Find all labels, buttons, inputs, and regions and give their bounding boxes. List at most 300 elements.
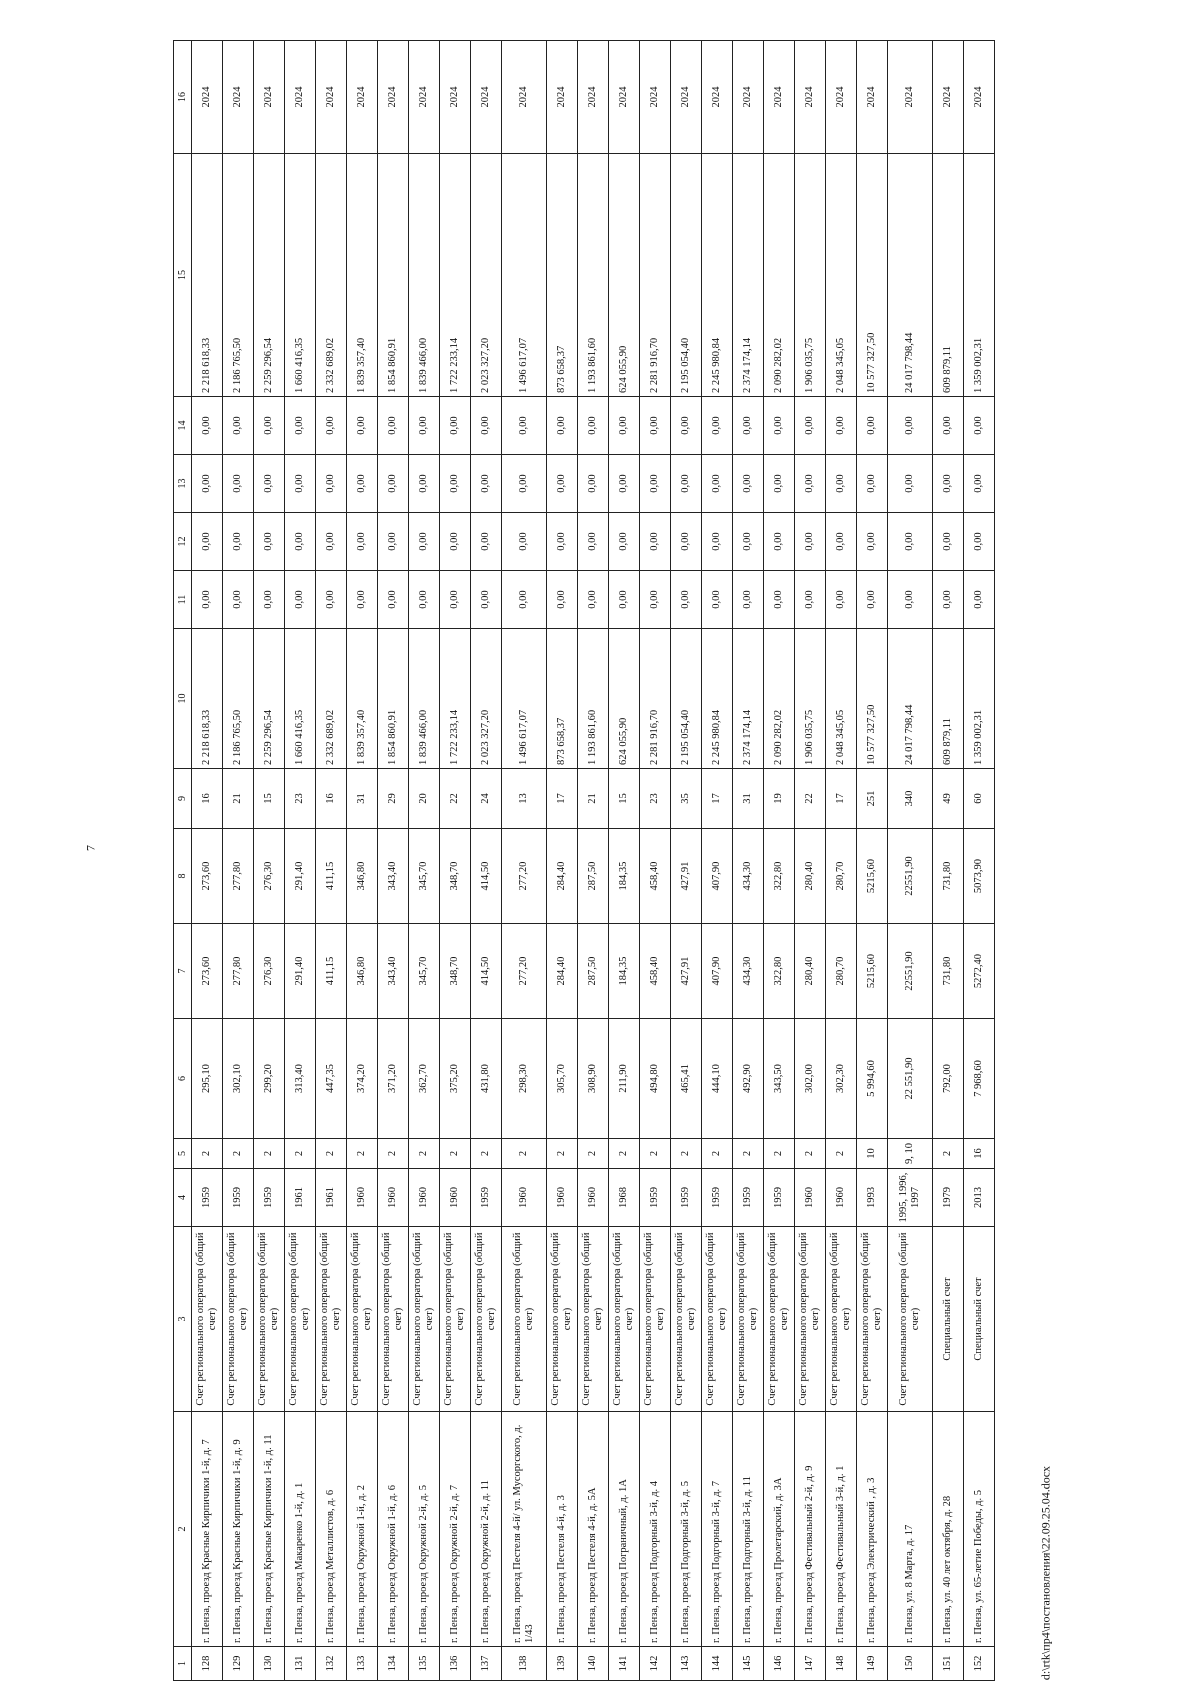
cell-area-7: 346,80 — [347, 924, 378, 1019]
table-row — [733, 41, 764, 1681]
cell-floors: 2 — [795, 1139, 826, 1169]
cell-cost-13: 0,00 — [409, 455, 440, 513]
cell-year-planned: 2024 — [640, 41, 671, 154]
column-header: 8 — [174, 829, 192, 924]
cell-cost-15: 24 017 798,44 — [888, 154, 933, 397]
cell-year: 1960 — [826, 1169, 857, 1227]
cell-cost-13: 0,00 — [609, 455, 640, 513]
cell-total-area: 465,41 — [671, 1019, 702, 1139]
cell-address: г. Пенза, ул. 8 Марта, д. 17 — [888, 1412, 933, 1647]
cell-cost-13: 0,00 — [826, 455, 857, 513]
cell-total-area: 299,20 — [254, 1019, 285, 1139]
cell-account-type: Счет регионального оператора (общий счет) — [223, 1227, 254, 1412]
cell-residents: 21 — [223, 769, 254, 829]
cell-year: 1995, 1996, 1997 — [888, 1169, 933, 1227]
cell-cost-15: 1 359 002,31 — [964, 154, 995, 397]
cell-address: г. Пенза, проезд Пестеля 4-й, д. 5А — [578, 1412, 609, 1647]
cell-year: 1959 — [192, 1169, 223, 1227]
cell-total-area: 295,10 — [192, 1019, 223, 1139]
cell-cost-15: 2 218 618,33 — [192, 154, 223, 397]
cell-year-planned: 2024 — [671, 41, 702, 154]
cell-account-type: Счет регионального оператора (общий счет) — [285, 1227, 316, 1412]
cell-cost-15: 2 195 054,40 — [671, 154, 702, 397]
cell-area-7: 434,30 — [733, 924, 764, 1019]
cell-cost-11: 0,00 — [826, 571, 857, 629]
table-row — [578, 41, 609, 1681]
cell-address: г. Пенза, проезд Окружной 2-й, д. 5 — [409, 1412, 440, 1647]
cell-cost-13: 0,00 — [578, 455, 609, 513]
column-header: 5 — [174, 1139, 192, 1169]
table-row — [888, 41, 933, 1681]
cell-cost-13: 0,00 — [440, 455, 471, 513]
cell-cost-12: 0,00 — [964, 513, 995, 571]
cell-cost-14: 0,00 — [223, 397, 254, 455]
cell-cost-total: 2 245 980,84 — [702, 629, 733, 769]
table-container — [173, 41, 1003, 1681]
cell-area-7: 22551,90 — [888, 924, 933, 1019]
cell-year-planned: 2024 — [764, 41, 795, 154]
cell-floors: 2 — [609, 1139, 640, 1169]
cell-cost-12: 0,00 — [640, 513, 671, 571]
cell-total-area: 494,80 — [640, 1019, 671, 1139]
cell-cost-14: 0,00 — [933, 397, 964, 455]
cell-account-type: Счет регионального оператора (общий счет) — [578, 1227, 609, 1412]
cell-address: г. Пенза, проезд Пестеля 4-й/ ул. Мусоргского, д. 1/43 — [502, 1412, 547, 1647]
cell-cost-14: 0,00 — [795, 397, 826, 455]
cell-cost-14: 0,00 — [285, 397, 316, 455]
column-header: 16 — [174, 41, 192, 154]
cell-area-7: 5215,60 — [857, 924, 888, 1019]
cell-row-number: 146 — [764, 1647, 795, 1681]
cell-year-planned: 2024 — [192, 41, 223, 154]
cell-year-planned: 2024 — [795, 41, 826, 154]
cell-row-number: 142 — [640, 1647, 671, 1681]
cell-cost-11: 0,00 — [409, 571, 440, 629]
column-header: 2 — [174, 1412, 192, 1647]
column-header: 3 — [174, 1227, 192, 1412]
table-row — [223, 41, 254, 1681]
cell-account-type: Счет регионального оператора (общий счет) — [502, 1227, 547, 1412]
cell-account-type: Счет регионального оператора (общий счет) — [547, 1227, 578, 1412]
cell-cost-11: 0,00 — [964, 571, 995, 629]
cell-floors: 2 — [502, 1139, 547, 1169]
cell-cost-12: 0,00 — [378, 513, 409, 571]
cell-total-area: 302,10 — [223, 1019, 254, 1139]
cell-year: 2013 — [964, 1169, 995, 1227]
cell-cost-11: 0,00 — [347, 571, 378, 629]
cell-area-8: 348,70 — [440, 829, 471, 924]
cell-residents: 35 — [671, 769, 702, 829]
cell-account-type: Счет регионального оператора (общий счет) — [254, 1227, 285, 1412]
cell-address: г. Пенза, проезд Подгорный 3-й, д. 7 — [702, 1412, 733, 1647]
cell-year: 1959 — [671, 1169, 702, 1227]
cell-cost-14: 0,00 — [764, 397, 795, 455]
cell-row-number: 150 — [888, 1647, 933, 1681]
cell-row-number: 133 — [347, 1647, 378, 1681]
cell-floors: 16 — [964, 1139, 995, 1169]
cell-area-7: 291,40 — [285, 924, 316, 1019]
cell-cost-total: 2 023 327,20 — [471, 629, 502, 769]
cell-cost-13: 0,00 — [733, 455, 764, 513]
cell-cost-13: 0,00 — [347, 455, 378, 513]
cell-cost-12: 0,00 — [609, 513, 640, 571]
cell-residents: 17 — [702, 769, 733, 829]
cell-cost-total: 1 906 035,75 — [795, 629, 826, 769]
cell-area-8: 280,40 — [795, 829, 826, 924]
cell-cost-13: 0,00 — [857, 455, 888, 513]
cell-area-8: 277,80 — [223, 829, 254, 924]
cell-cost-12: 0,00 — [578, 513, 609, 571]
cell-cost-13: 0,00 — [254, 455, 285, 513]
cell-total-area: 302,00 — [795, 1019, 826, 1139]
cell-residents: 20 — [409, 769, 440, 829]
cell-area-7: 277,80 — [223, 924, 254, 1019]
cell-cost-15: 2 048 345,05 — [826, 154, 857, 397]
cell-year: 1959 — [702, 1169, 733, 1227]
cell-cost-13: 0,00 — [702, 455, 733, 513]
cell-cost-15: 1 906 035,75 — [795, 154, 826, 397]
cell-cost-12: 0,00 — [316, 513, 347, 571]
cell-residents: 24 — [471, 769, 502, 829]
cell-account-type: Счет регионального оператора (общий счет) — [378, 1227, 409, 1412]
cell-total-area: 444,10 — [702, 1019, 733, 1139]
cell-floors: 2 — [933, 1139, 964, 1169]
cell-cost-total: 1 496 617,07 — [502, 629, 547, 769]
cell-row-number: 151 — [933, 1647, 964, 1681]
cell-year: 1959 — [471, 1169, 502, 1227]
cell-year-planned: 2024 — [471, 41, 502, 154]
cell-cost-13: 0,00 — [223, 455, 254, 513]
cell-year: 1959 — [764, 1169, 795, 1227]
cell-address: г. Пенза, проезд Красные Кирпичики 1-й, д. 7 — [192, 1412, 223, 1647]
cell-year: 1960 — [347, 1169, 378, 1227]
cell-cost-total: 1 839 466,00 — [409, 629, 440, 769]
cell-address: г. Пенза, проезд Пестеля 4-й, д. 3 — [547, 1412, 578, 1647]
cell-cost-13: 0,00 — [547, 455, 578, 513]
cell-cost-total: 2 186 765,50 — [223, 629, 254, 769]
cell-cost-total: 2 332 689,02 — [316, 629, 347, 769]
cell-cost-11: 0,00 — [502, 571, 547, 629]
cell-area-8: 407,90 — [702, 829, 733, 924]
table-row — [471, 41, 502, 1681]
cell-total-area: 362,70 — [409, 1019, 440, 1139]
cell-total-area: 211,90 — [609, 1019, 640, 1139]
cell-year: 1959 — [640, 1169, 671, 1227]
table-row — [409, 41, 440, 1681]
cell-cost-15: 1 496 617,07 — [502, 154, 547, 397]
housing-repair-table — [173, 40, 995, 1681]
cell-cost-12: 0,00 — [502, 513, 547, 571]
cell-row-number: 138 — [502, 1647, 547, 1681]
cell-address: г. Пенза, проезд Подгорный 3-й, д. 4 — [640, 1412, 671, 1647]
cell-floors: 2 — [733, 1139, 764, 1169]
cell-cost-11: 0,00 — [378, 571, 409, 629]
cell-cost-total: 24 017 798,44 — [888, 629, 933, 769]
cell-area-8: 291,40 — [285, 829, 316, 924]
column-header: 15 — [174, 154, 192, 397]
cell-year-planned: 2024 — [316, 41, 347, 154]
column-header: 13 — [174, 455, 192, 513]
cell-cost-total: 1 854 860,91 — [378, 629, 409, 769]
cell-area-7: 458,40 — [640, 924, 671, 1019]
cell-cost-15: 2 281 916,70 — [640, 154, 671, 397]
cell-cost-11: 0,00 — [795, 571, 826, 629]
cell-cost-12: 0,00 — [192, 513, 223, 571]
cell-cost-15: 2 332 689,02 — [316, 154, 347, 397]
cell-cost-11: 0,00 — [578, 571, 609, 629]
cell-cost-14: 0,00 — [702, 397, 733, 455]
cell-floors: 10 — [857, 1139, 888, 1169]
cell-residents: 16 — [192, 769, 223, 829]
cell-address: г. Пенза, проезд Окружной 1-й, д. 6 — [378, 1412, 409, 1647]
cell-cost-14: 0,00 — [857, 397, 888, 455]
cell-residents: 23 — [285, 769, 316, 829]
cell-cost-14: 0,00 — [192, 397, 223, 455]
cell-account-type: Счет регионального оператора (общий счет) — [671, 1227, 702, 1412]
cell-area-8: 346,80 — [347, 829, 378, 924]
cell-cost-11: 0,00 — [933, 571, 964, 629]
cell-total-area: 492,90 — [733, 1019, 764, 1139]
cell-cost-15: 1 839 466,00 — [409, 154, 440, 397]
cell-area-8: 273,60 — [192, 829, 223, 924]
cell-year: 1959 — [733, 1169, 764, 1227]
cell-year: 1960 — [440, 1169, 471, 1227]
cell-row-number: 131 — [285, 1647, 316, 1681]
cell-residents: 31 — [347, 769, 378, 829]
cell-year: 1961 — [316, 1169, 347, 1227]
cell-cost-total: 1 193 861,60 — [578, 629, 609, 769]
cell-area-7: 273,60 — [192, 924, 223, 1019]
cell-address: г. Пенза, проезд Металлистов, д. 6 — [316, 1412, 347, 1647]
cell-address: г. Пенза, проезд Окружной 1-й, д. 2 — [347, 1412, 378, 1647]
cell-row-number: 132 — [316, 1647, 347, 1681]
cell-cost-14: 0,00 — [254, 397, 285, 455]
cell-cost-11: 0,00 — [609, 571, 640, 629]
column-header: 9 — [174, 769, 192, 829]
cell-cost-13: 0,00 — [192, 455, 223, 513]
table-row — [795, 41, 826, 1681]
cell-year: 1979 — [933, 1169, 964, 1227]
cell-area-8: 731,80 — [933, 829, 964, 924]
cell-year-planned: 2024 — [964, 41, 995, 154]
cell-residents: 23 — [640, 769, 671, 829]
cell-cost-14: 0,00 — [733, 397, 764, 455]
cell-year-planned: 2024 — [578, 41, 609, 154]
cell-cost-12: 0,00 — [795, 513, 826, 571]
cell-cost-11: 0,00 — [192, 571, 223, 629]
cell-area-8: 414,50 — [471, 829, 502, 924]
cell-cost-11: 0,00 — [702, 571, 733, 629]
cell-cost-11: 0,00 — [254, 571, 285, 629]
cell-cost-15: 1 193 861,60 — [578, 154, 609, 397]
cell-cost-15: 609 879,11 — [933, 154, 964, 397]
table-row — [502, 41, 547, 1681]
cell-cost-total: 609 879,11 — [933, 629, 964, 769]
cell-floors: 2 — [702, 1139, 733, 1169]
cell-year: 1961 — [285, 1169, 316, 1227]
cell-cost-11: 0,00 — [223, 571, 254, 629]
cell-row-number: 130 — [254, 1647, 285, 1681]
cell-floors: 2 — [316, 1139, 347, 1169]
cell-row-number: 137 — [471, 1647, 502, 1681]
cell-cost-15: 1 722 233,14 — [440, 154, 471, 397]
cell-cost-15: 2 259 296,54 — [254, 154, 285, 397]
cell-cost-12: 0,00 — [547, 513, 578, 571]
cell-area-7: 284,40 — [547, 924, 578, 1019]
cell-area-7: 322,80 — [764, 924, 795, 1019]
cell-residents: 17 — [826, 769, 857, 829]
cell-cost-12: 0,00 — [254, 513, 285, 571]
cell-area-7: 280,70 — [826, 924, 857, 1019]
cell-cost-15: 2 186 765,50 — [223, 154, 254, 397]
cell-row-number: 152 — [964, 1647, 995, 1681]
cell-cost-13: 0,00 — [502, 455, 547, 513]
cell-row-number: 141 — [609, 1647, 640, 1681]
cell-address: г. Пенза, проезд Окружной 2-й, д. 7 — [440, 1412, 471, 1647]
table-row — [378, 41, 409, 1681]
cell-cost-12: 0,00 — [471, 513, 502, 571]
cell-area-7: 731,80 — [933, 924, 964, 1019]
table-row — [547, 41, 578, 1681]
cell-floors: 2 — [347, 1139, 378, 1169]
cell-floors: 2 — [471, 1139, 502, 1169]
cell-cost-11: 0,00 — [471, 571, 502, 629]
column-header: 1 — [174, 1647, 192, 1681]
cell-cost-14: 0,00 — [471, 397, 502, 455]
cell-account-type: Счет регионального оператора (общий счет) — [795, 1227, 826, 1412]
cell-address: г. Пенза, проезд Подгорный 3-й, д. 5 — [671, 1412, 702, 1647]
cell-account-type: Счет регионального оператора (общий счет) — [609, 1227, 640, 1412]
cell-account-type: Специальный счет — [933, 1227, 964, 1412]
table-row — [192, 41, 223, 1681]
cell-row-number: 134 — [378, 1647, 409, 1681]
cell-cost-12: 0,00 — [888, 513, 933, 571]
cell-area-8: 411,15 — [316, 829, 347, 924]
cell-area-8: 5073,90 — [964, 829, 995, 924]
cell-area-8: 458,40 — [640, 829, 671, 924]
cell-cost-12: 0,00 — [285, 513, 316, 571]
cell-cost-total: 2 218 618,33 — [192, 629, 223, 769]
cell-cost-14: 0,00 — [316, 397, 347, 455]
cell-area-8: 277,20 — [502, 829, 547, 924]
cell-cost-14: 0,00 — [502, 397, 547, 455]
cell-cost-13: 0,00 — [640, 455, 671, 513]
cell-year-planned: 2024 — [933, 41, 964, 154]
cell-cost-15: 2 245 980,84 — [702, 154, 733, 397]
cell-year: 1993 — [857, 1169, 888, 1227]
cell-residents: 22 — [795, 769, 826, 829]
cell-cost-15: 1 660 416,35 — [285, 154, 316, 397]
cell-total-area: 22 551,90 — [888, 1019, 933, 1139]
cell-address: г. Пенза, ул. 40 лет октября, д. 28 — [933, 1412, 964, 1647]
cell-residents: 15 — [254, 769, 285, 829]
cell-cost-12: 0,00 — [409, 513, 440, 571]
column-header: 7 — [174, 924, 192, 1019]
cell-total-area: 308,90 — [578, 1019, 609, 1139]
cell-area-8: 322,80 — [764, 829, 795, 924]
cell-cost-total: 1 660 416,35 — [285, 629, 316, 769]
cell-cost-14: 0,00 — [640, 397, 671, 455]
cell-cost-total: 2 281 916,70 — [640, 629, 671, 769]
cell-row-number: 140 — [578, 1647, 609, 1681]
cell-account-type: Счет регионального оператора (общий счет) — [764, 1227, 795, 1412]
cell-year-planned: 2024 — [347, 41, 378, 154]
cell-cost-15: 873 658,37 — [547, 154, 578, 397]
table-row — [933, 41, 964, 1681]
cell-account-type: Счет регионального оператора (общий счет) — [888, 1227, 933, 1412]
cell-residents: 21 — [578, 769, 609, 829]
cell-cost-12: 0,00 — [857, 513, 888, 571]
cell-floors: 2 — [671, 1139, 702, 1169]
cell-total-area: 302,30 — [826, 1019, 857, 1139]
cell-total-area: 447,35 — [316, 1019, 347, 1139]
cell-floors: 2 — [409, 1139, 440, 1169]
cell-cost-14: 0,00 — [578, 397, 609, 455]
cell-residents: 251 — [857, 769, 888, 829]
cell-cost-14: 0,00 — [440, 397, 471, 455]
cell-area-8: 345,70 — [409, 829, 440, 924]
file-path-footer: d:\rtk\пр4\постановления\22.09.25.04.docx — [1038, 1465, 1053, 1681]
table-row — [764, 41, 795, 1681]
cell-total-area: 792,00 — [933, 1019, 964, 1139]
cell-cost-total: 2 374 174,14 — [733, 629, 764, 769]
cell-floors: 2 — [547, 1139, 578, 1169]
cell-cost-11: 0,00 — [640, 571, 671, 629]
cell-year-planned: 2024 — [378, 41, 409, 154]
cell-total-area: 374,20 — [347, 1019, 378, 1139]
cell-area-7: 287,50 — [578, 924, 609, 1019]
cell-area-8: 287,50 — [578, 829, 609, 924]
table-row — [440, 41, 471, 1681]
cell-cost-15: 624 055,90 — [609, 154, 640, 397]
cell-floors: 2 — [285, 1139, 316, 1169]
cell-residents: 31 — [733, 769, 764, 829]
cell-cost-total: 624 055,90 — [609, 629, 640, 769]
cell-account-type: Счет регионального оператора (общий счет) — [192, 1227, 223, 1412]
cell-cost-15: 1 839 357,40 — [347, 154, 378, 397]
cell-row-number: 135 — [409, 1647, 440, 1681]
cell-cost-11: 0,00 — [316, 571, 347, 629]
cell-cost-11: 0,00 — [285, 571, 316, 629]
cell-residents: 60 — [964, 769, 995, 829]
cell-total-area: 305,70 — [547, 1019, 578, 1139]
cell-year-planned: 2024 — [888, 41, 933, 154]
cell-floors: 2 — [640, 1139, 671, 1169]
cell-year-planned: 2024 — [440, 41, 471, 154]
cell-total-area: 343,50 — [764, 1019, 795, 1139]
cell-floors: 2 — [578, 1139, 609, 1169]
cell-cost-total: 2 048 345,05 — [826, 629, 857, 769]
cell-account-type: Счет регионального оператора (общий счет) — [857, 1227, 888, 1412]
cell-cost-14: 0,00 — [964, 397, 995, 455]
cell-cost-12: 0,00 — [440, 513, 471, 571]
cell-cost-total: 873 658,37 — [547, 629, 578, 769]
cell-address: г. Пенза, проезд Макаренко 1-й, д. 1 — [285, 1412, 316, 1647]
cell-address: г. Пенза, проезд Фестивальный 2-й, д. 9 — [795, 1412, 826, 1647]
cell-cost-total: 1 359 002,31 — [964, 629, 995, 769]
table-row — [826, 41, 857, 1681]
cell-cost-15: 1 854 860,91 — [378, 154, 409, 397]
cell-year-planned: 2024 — [702, 41, 733, 154]
cell-floors: 2 — [192, 1139, 223, 1169]
column-header: 11 — [174, 571, 192, 629]
cell-cost-14: 0,00 — [888, 397, 933, 455]
cell-account-type: Специальный счет — [964, 1227, 995, 1412]
cell-total-area: 431,80 — [471, 1019, 502, 1139]
cell-cost-11: 0,00 — [733, 571, 764, 629]
table-row — [702, 41, 733, 1681]
column-header: 6 — [174, 1019, 192, 1139]
